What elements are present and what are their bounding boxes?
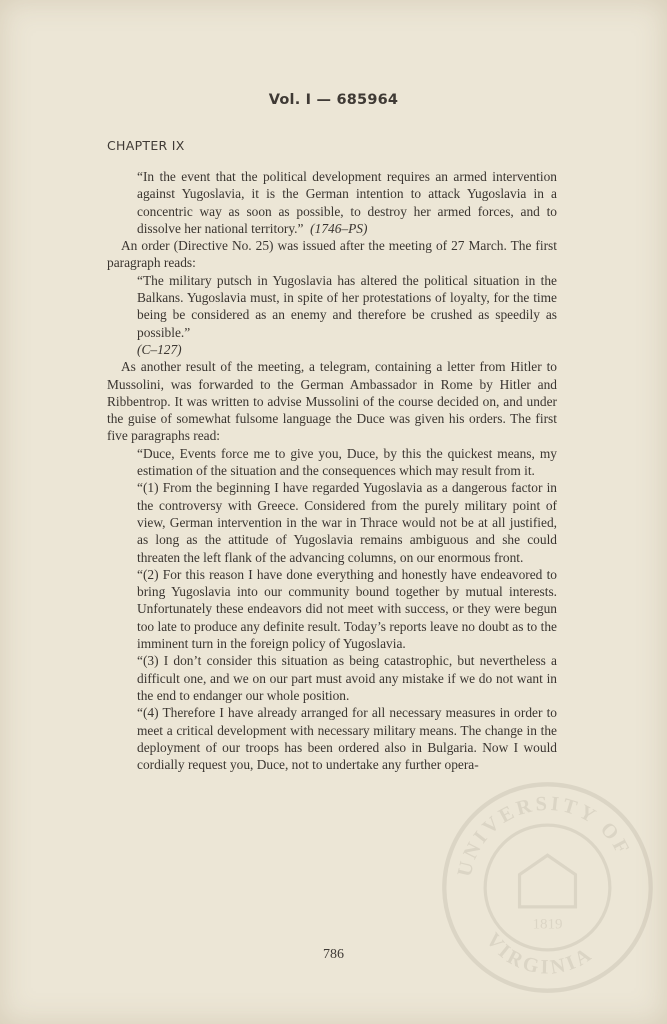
body-paragraph bbox=[107, 358, 557, 444]
quote-paragraph bbox=[107, 704, 557, 773]
quote-paragraph bbox=[107, 168, 557, 237]
body-paragraph bbox=[107, 237, 557, 272]
quote-paragraph bbox=[107, 652, 557, 704]
chapter-heading: CHAPTER IX bbox=[107, 138, 185, 153]
paragraph-text: An order (Directive No. 25) was issued after the meeting of 27 March. The first paragraph reads: bbox=[107, 238, 557, 271]
body-text bbox=[107, 168, 557, 773]
page-number: 786 bbox=[323, 947, 344, 962]
paragraph-text: “(2) For this reason I have done everything and honestly have endeavored to bring Yugoslavia into our community bound together by mutual interests. Unfortunately these endeavors did not meet with success, or they were begun too late to produce any definite result. Today’s reports leave no doubt as to the imminent turn in the foreign policy of Yugoslavia. bbox=[137, 566, 557, 652]
paragraph-text: “(3) I don’t consider this situation as being catastrophic, but nevertheless a difficult one, and we on our part must avoid any mistake if we do not want in the end to endanger our whole position. bbox=[137, 653, 557, 703]
paragraph-text: “Duce, Events force me to give you, Duce, by this the quickest means, my estimation of the situation and the consequences which may result from it. bbox=[137, 445, 557, 479]
seal-year: 1819 bbox=[532, 916, 563, 933]
seal-arc-text-bottom: VIRGINIA bbox=[481, 929, 598, 979]
citation: (1746–PS) bbox=[310, 220, 368, 236]
paragraph-text: “(4) Therefore I have already arranged for all necessary measures in order to meet a critical development with necessary military means. The change in the deployment of our troops has been ordered also in Bulgaria. Now I would cordially request you, Duce, not to undertake any further opera- bbox=[137, 705, 557, 773]
seal-rotunda-icon bbox=[520, 855, 576, 907]
seal-arc-text-top: UNIVERSITY OF bbox=[453, 792, 635, 879]
quote-paragraph bbox=[107, 445, 557, 480]
quote-paragraph bbox=[107, 272, 557, 358]
paragraph-text: As another result of the meeting, a telegram, containing a letter from Hitler to Mussolini, was forwarded to the German Ambassador in Rome by Hitler and Ribbentrop. It was written to advise Mussolini of the course decided on, and under the guise of somewhat fulsome language the Duce was given his orders. The first five paragraphs read: bbox=[107, 359, 557, 444]
quote-paragraph bbox=[107, 566, 557, 652]
seal-inner-ring bbox=[485, 825, 610, 950]
paragraph-text: “(1) From the beginning I have regarded Yugoslavia as a dangerous factor in the controversy with Greece. Considered from the purely military point of view, German intervention in the war in Thrace would not be at all justified, as long as the attitude of Yugoslavia remains ambiguous and she could threaten the left flank of the advancing columns, on our enormous front. bbox=[137, 480, 557, 565]
page-header: Vol. I — 685964 bbox=[268, 92, 399, 108]
paragraph-text: “The military putsch in Yugoslavia has altered the political situation in the Balkans. Yugoslavia must, in spite of her protestations of loyalty, for the time being be considered as an enemy and therefore be crushed as speedily as possible.” bbox=[137, 272, 557, 340]
paragraph-text: “In the event that the political development requires an armed intervention against Yugoslavia, it is the German intention to attack Yugoslavia in a concentric way as soon as possible, to destroy her armed forces, and to dissolve her national territory.” bbox=[137, 169, 557, 236]
citation: (C–127) bbox=[137, 341, 182, 357]
quote-paragraph bbox=[107, 479, 557, 565]
